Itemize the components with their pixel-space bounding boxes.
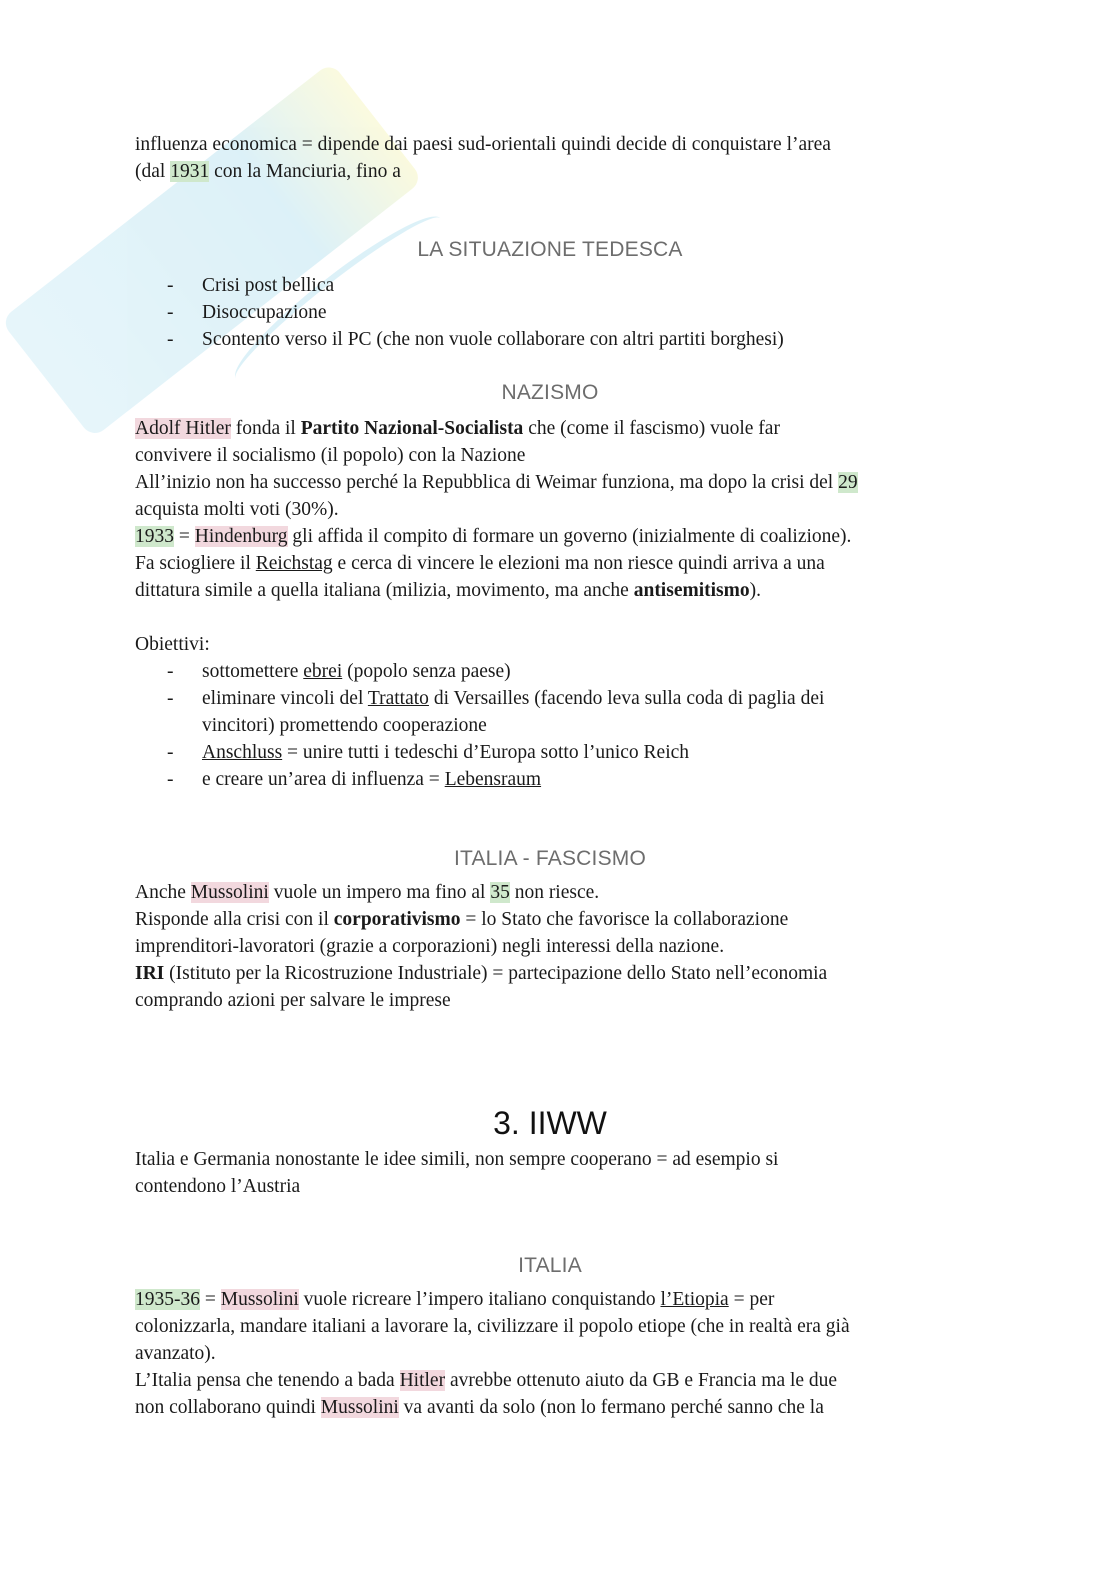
name-highlight: Hindenburg — [194, 526, 288, 547]
heading-italia: ITALIA — [518, 1254, 582, 1277]
date-highlight: 1931 — [170, 161, 210, 182]
date-highlight: 29 — [838, 472, 858, 493]
list-item: - Disoccupazione — [167, 299, 965, 326]
paragraph-iiww: Italia e Germania nonostante le idee simili, non sempre cooperano = ad esempio si contendono l’Austria — [135, 1149, 779, 1197]
list-item: - Crisi post bellica — [167, 272, 965, 299]
list-obiettivi — [135, 658, 965, 793]
paragraph-influenza: influenza economica = dipende dai paesi sud-orientali quindi decide di conquistare l’area (dal 1931 con la Manciuria, fino a — [135, 134, 831, 182]
heading-nazismo: NAZISMO — [501, 381, 599, 404]
name-highlight: Mussolini — [220, 1289, 299, 1310]
name-highlight: Mussolini — [320, 1397, 399, 1418]
date-highlight: 35 — [490, 882, 510, 903]
document-content — [135, 131, 965, 1421]
heading-italia-fascismo: ITALIA - FASCISMO — [453, 847, 647, 870]
date-highlight: 1933 — [135, 526, 174, 547]
paragraph-nazismo: Adolf Hitler fonda il Partito Nazional-Socialista che (come il fascismo) vuole far convivere il socialismo (il popolo) con la Nazione All’inizio non ha successo perché la Repubblica di Weimar funziona, ma dopo la crisi del 29 acquista molti voti (30%). 1933 = Hindenburg gli affida il compito di formare un governo (inizialmente di coalizione). Fa sciogliere il Reichstag e cerca di vincere le elezioni ma non riesce quindi arriva a una dittatura simile a quella italiana (milizia, movimento, ma anche antisemitismo). — [135, 418, 858, 601]
heading-section-3: 3. IIWW — [493, 1105, 607, 1141]
name-highlight: Mussolini — [190, 882, 269, 903]
date-highlight: 1935-36 — [135, 1289, 200, 1310]
list-item: - eliminare vincoli del Trattato di Versailles (facendo leva sulla coda di paglia dei vincitori) promettendo cooperazione — [167, 685, 965, 739]
heading-situazione-tedesca: LA SITUAZIONE TEDESCA — [417, 238, 683, 261]
name-highlight: Hitler — [399, 1370, 446, 1391]
list-item: - Scontento verso il PC (che non vuole collaborare con altri partiti borghesi) — [167, 326, 965, 353]
paragraph-fascismo: Anche Mussolini vuole un impero ma fino al 35 non riesce. Risponde alla crisi con il corporativismo = lo Stato che favorisce la collaborazione imprenditori-lavoratori (grazie a corporazioni) negli interessi della nazione. IRI (Istituto per la Ricostruzione Industriale) = partecipazione dello Stato nell’economia comprando azioni per salvare le imprese — [135, 882, 828, 1011]
list-item: - Anschluss = unire tutti i tedeschi d’Europa sotto l’unico Reich — [167, 739, 965, 766]
list-situazione — [135, 272, 965, 353]
paragraph-italia: 1935-36 = Mussolini vuole ricreare l’impero italiano conquistando l’Etiopia = per colonizzarla, mandare italiani a lavorare la, civilizzare il popolo etiope (che in realtà era già avanzato). L’Italia pensa che tenendo a bada Hitler avrebbe ottenuto aiuto da GB e Francia ma le due non collaborano quindi Mussolini va avanti da solo (non lo fermano perché sanno che la — [135, 1289, 850, 1418]
list-item: - e creare un’area di influenza = Lebensraum — [167, 766, 965, 793]
list-item: - sottomettere ebrei (popolo senza paese) — [167, 658, 965, 685]
label-obiettivi: Obiettivi: — [135, 634, 210, 655]
name-highlight: Adolf Hitler — [135, 418, 231, 439]
